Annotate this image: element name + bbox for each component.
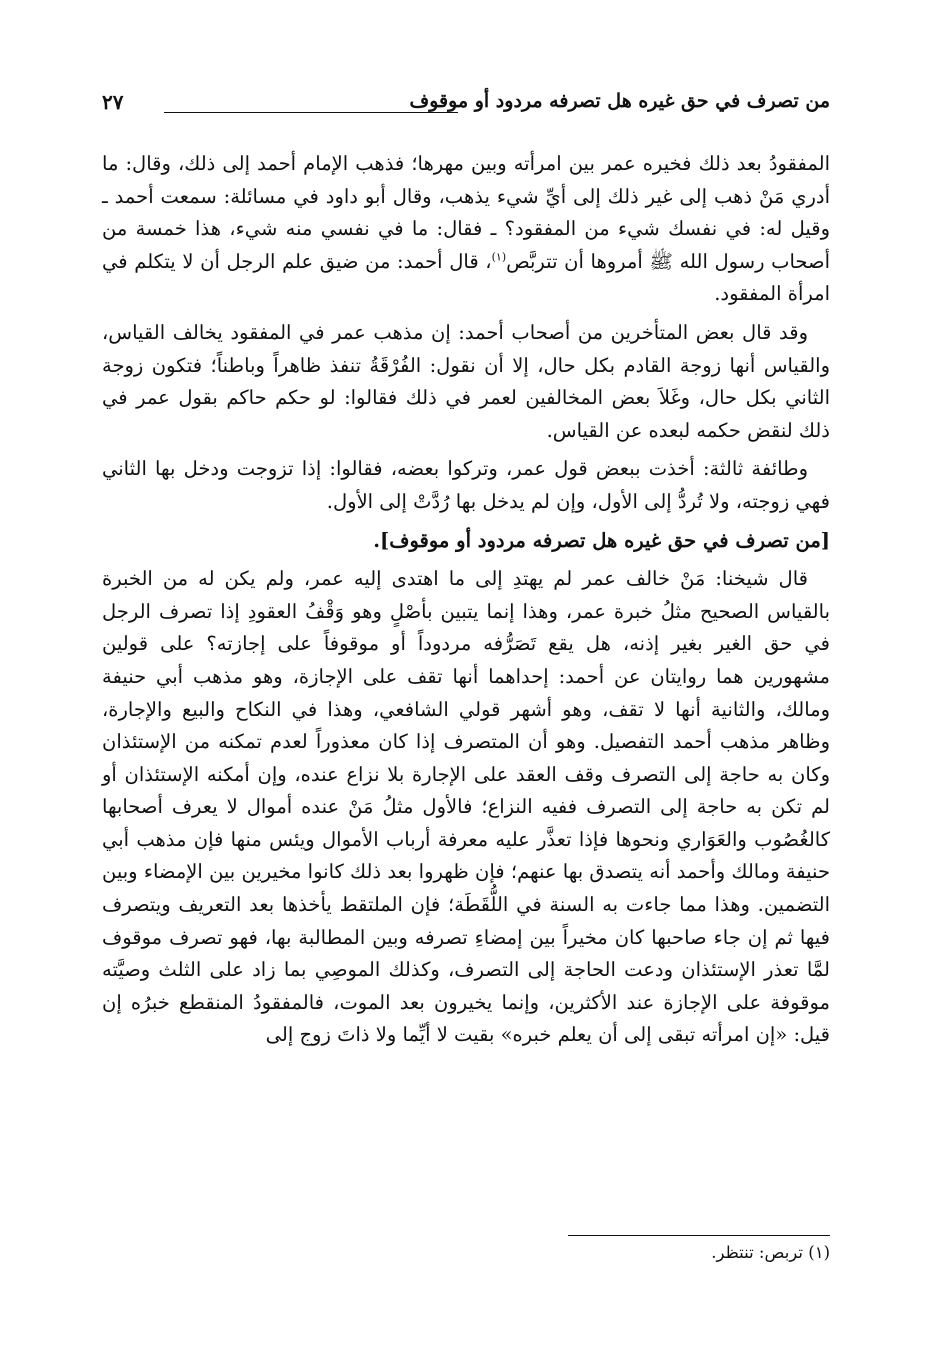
footnote: (١) تربص: تنتظر. <box>711 1243 830 1262</box>
paragraph-1-text-b: ، قال أحمد: من ضيق علم الرجل أن لا يتكلم في امرأة المفقود. <box>102 249 830 306</box>
paragraph-1-text-a: المفقودُ بعد ذلك فخيره عمر بين امرأته وبين مهرها؛ فذهب الإمام أحمد إلى ذلك، وقال: ما أدري مَنْ ذهب إلى غير ذلك إلى أيِّ شيء يذهب، وقال أبو داود في مسائلة: سمعت أحمد ـ وقيل له: في نفسك شيء من المفقود؟ ـ فقال: ما في نفسي منه شيء، هذا خمسة من أصحاب رسول الله ﷺ أمروها أن تتربَّص <box>102 152 830 273</box>
paragraph-1 <box>102 148 830 311</box>
running-title: من تصرف في حق غيره هل تصرفه مردود أو موقوف <box>409 90 830 112</box>
page-header <box>102 90 830 130</box>
page-number: ٢٧ <box>102 90 124 114</box>
footnote-marker: (١) <box>491 250 507 264</box>
paragraph-3: وطائفة ثالثة: أخذت ببعض قول عمر، وتركوا بعضه، فقالوا: إذا تزوجت ودخل بها الثاني فهي زوجته، ولا تُردُّ إلى الأول، وإن لم يدخل بها رُدَّتْ إلى الأول. <box>102 457 830 513</box>
body-text <box>102 148 830 1052</box>
header-rule <box>164 112 458 113</box>
paragraph-4: قال شيخنا: مَنْ خالف عمر لم يهتدِ إلى ما اهتدى إليه عمر، ولم يكن له من الخبرة بالقياس الصحيح مثلُ خبرة عمر، وهذا إنما يتبين بأصْلٍ وهو وَقْفُ العقودِ إذا تصرف الرجل في حق الغير بغير إذنه، هل يقع تَصَرُّفه مردوداً أو موقوفاً على إجازته؟ على قولين مشهورين هما روايتان عن أحمد: إحداهما أنها تقف على الإجازة، وهو مذهب أبي حنيفة ومالك، والثانية أنها لا تقف، وهو أشهر قولي الشافعي، وهذا في النكاح والبيع والإجارة، وظاهر مذهب أحمد التفصيل. وهو أن المتصرف إذا كان معذوراً لعدم تمكنه من الإستئذان وكان به حاجة إلى التصرف وقف العقد على الإجارة بلا نزاع عنده، وإن أمكنه الإستئذان أو لم تكن به حاجة إلى التصرف ففيه النزاع؛ فالأول مثلُ مَنْ عنده أموال لا يعرف أصحابها كالغُصُوب والعَوَاري ونحوها فإذا تعذَّر عليه معرفة أرباب الأموال ويئس منها فإن مذهب أبي حنيفة ومالك وأحمد أنه يتصدق بها عنهم؛ فإن ظهروا بعد ذلك كانوا مخيرين بين الإمضاء وبين التضمين. وهذا مما جاءت به السنة في اللُّقَطَة؛ فإن الملتقط يأخذها بعد التعريف ويتصرف فيها ثم إن جاء صاحبها كان مخيراً بين إمضاءِ تصرفه وبين المطالبة بها، فهو تصرف موقوف لمَّا تعذر الإستئذان ودعت الحاجة إلى التصرف، وكذلك الموصِي بما زاد على الثلث وصيَّته موقوفة على الإجازة عند الأكثرين، وإنما يخيرون بعد الموت، فالمفقودُ المنقطع خبرُه إن قيل: «إن امرأته تبقى إلى أن يعلم خبره» بقيت لا أيِّما ولا ذاتَ زوج إلى <box>102 567 830 1047</box>
paragraph-2: وقد قال بعض المتأخرين من أصحاب أحمد: إن مذهب عمر في المفقود يخالف القياس، والقياس أنها زوجة القادم بكل حال، إلا أن نقول: الفُرْقَةُ تنفذ ظاهراً وباطناً؛ فتكون زوجة الثاني بكل حال، وغَلاَ بعض المخالفين لعمر في ذلك فقالوا: لو حكم حاكم بقول عمر في ذلك لنقض حكمه لبعده عن القياس. <box>102 320 830 442</box>
footnote-rule <box>568 1235 830 1236</box>
section-heading: [من تصرف في حق غيره هل تصرفه مردود أو موقوف]. <box>373 528 830 552</box>
book-page <box>102 90 830 1262</box>
